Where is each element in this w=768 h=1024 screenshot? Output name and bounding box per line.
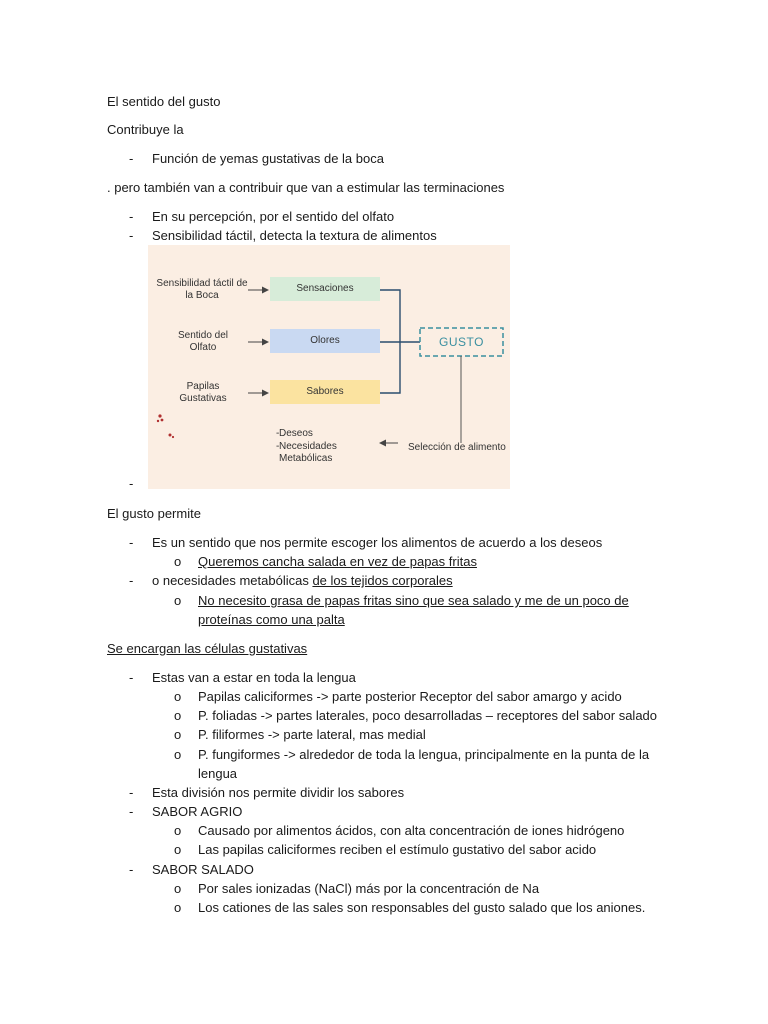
paragraph-contribuye: Contribuye la	[107, 122, 184, 137]
label-deseos: Deseos	[279, 428, 313, 439]
list-item-sabor-salado: SABOR SALADO	[152, 862, 254, 877]
bullet-marker: o	[174, 900, 182, 915]
sub-item-grasa-line1: No necesito grasa de papas fritas sino que sea salado y me de un poco de	[198, 593, 629, 608]
sub-item-grasa-line2: proteínas como una palta	[198, 612, 345, 627]
dash-marker: -	[129, 209, 134, 224]
bullet-marker: o	[174, 727, 182, 742]
gusto-label: GUSTO	[439, 335, 484, 349]
gusto-diagram	[148, 245, 510, 489]
heading-gusto-permite: El gusto permite	[107, 506, 201, 521]
dash-marker: -	[129, 862, 134, 877]
label-seleccion: Selección de alimento	[408, 442, 506, 453]
speck-dot	[158, 414, 161, 417]
bullet-marker: o	[174, 747, 182, 762]
bullet-marker: o	[174, 554, 182, 569]
sub-item-filiformes: P. filiformes -> parte lateral, mas medial	[198, 727, 426, 742]
list-item-division: Esta división nos permite dividir los sabores	[152, 785, 405, 800]
bullet-marker: o	[174, 881, 182, 896]
list-item-lengua: Estas van a estar en toda la lengua	[152, 670, 356, 685]
label-tactil: Sensibilidad táctil de la Boca	[156, 278, 248, 301]
dash-marker: -	[129, 151, 134, 166]
document-title: El sentido del gusto	[107, 94, 221, 109]
speck-dot	[161, 419, 164, 422]
bullet-marker: o	[174, 823, 182, 838]
list-item-funcion: Función de yemas gustativas de la boca	[152, 151, 384, 166]
speck-dot	[169, 434, 172, 437]
necesidades-text: o necesidades metabólicas	[152, 573, 313, 588]
dash-marker: -	[129, 573, 134, 588]
speck-dot	[172, 436, 174, 438]
sub-item-papilas-caliciformes: Papilas caliciformes -> parte posterior Receptor del sabor amargo y acido	[198, 689, 622, 704]
sub-item-salado-2: Los cationes de las sales son responsables del gusto salado que los aniones.	[198, 900, 646, 915]
box-sensaciones: Sensaciones	[270, 277, 380, 301]
dash-marker: -	[276, 441, 280, 452]
bullet-marker: o	[174, 689, 182, 704]
necesidades-underlined: de los tejidos corporales	[312, 573, 453, 588]
sub-item-cancha: Queremos cancha salada en vez de papas fritas	[198, 554, 477, 569]
dash-marker: -	[129, 804, 134, 819]
sub-item-agrio-2: Las papilas caliciformes reciben el estímulo gustativo del sabor acido	[198, 842, 597, 857]
sub-item-agrio-1: Causado por alimentos ácidos, con alta concentración de iones hidrógeno	[198, 823, 625, 838]
sub-item-fungiformes-line1: P. fungiformes -> alrededor de toda la lengua, principalmente en la punta de la	[198, 747, 650, 762]
bracket-connector	[380, 290, 420, 393]
dash-marker: -	[129, 785, 134, 800]
speck-dot	[157, 420, 159, 422]
label-necesidades: Necesidades Metabólicas	[279, 441, 337, 464]
list-item-sabor-agrio: SABOR AGRIO	[152, 804, 243, 819]
box-olores: Olores	[270, 329, 380, 353]
sub-item-foliadas: P. foliadas -> partes laterales, poco desarrolladas – receptores del sabor salado	[198, 708, 658, 723]
label-papilas: Papilas Gustativas	[179, 381, 227, 404]
list-item-sentido: Es un sentido que nos permite escoger los alimentos de acuerdo a los deseos	[152, 535, 603, 550]
dash-marker: -	[129, 476, 134, 491]
paragraph-pero: . pero también van a contribuir que van a estimular las terminaciones	[107, 180, 505, 195]
list-item-percepcion: En su percepción, por el sentido del olfato	[152, 209, 395, 224]
sub-item-fungiformes-line2: lengua	[198, 766, 238, 781]
bullet-marker: o	[174, 708, 182, 723]
dash-marker: -	[129, 228, 134, 243]
list-item-sensibilidad: Sensibilidad táctil, detecta la textura de alimentos	[152, 228, 437, 243]
heading-celulas: Se encargan las células gustativas	[107, 641, 308, 656]
list-item-necesidades	[152, 573, 453, 589]
bullet-marker: o	[174, 593, 182, 608]
dash-marker: -	[129, 670, 134, 685]
bullet-marker: o	[174, 842, 182, 857]
dash-marker: -	[129, 535, 134, 550]
dash-marker: -	[276, 428, 280, 439]
label-olfato: Sentido del Olfato	[177, 330, 229, 353]
box-sabores: Sabores	[270, 380, 380, 404]
sub-item-salado-1: Por sales ionizadas (NaCl) más por la concentración de Na	[198, 881, 540, 896]
